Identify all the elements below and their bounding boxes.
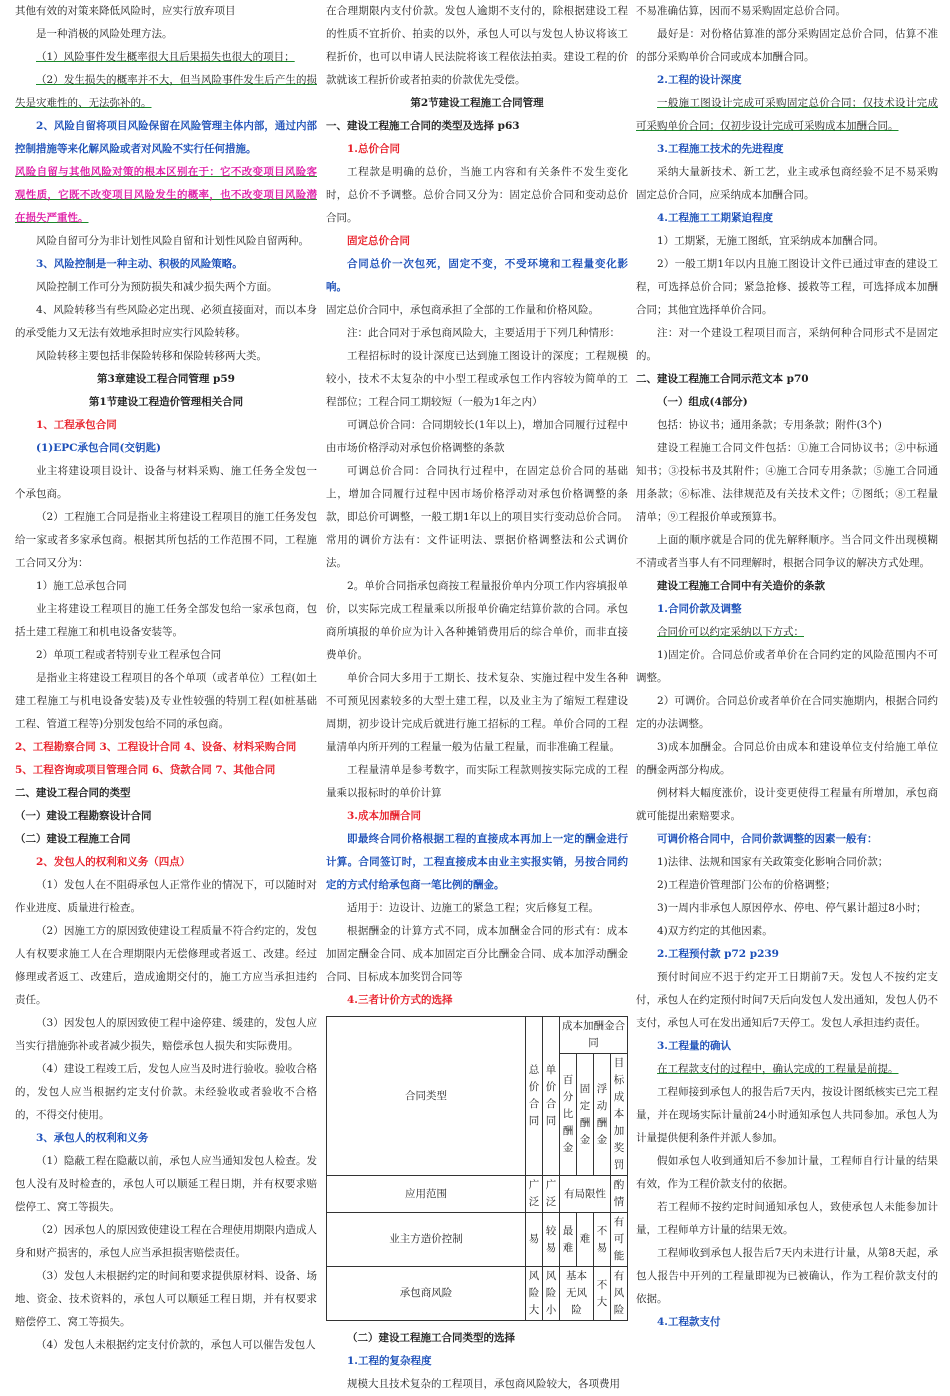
heading: 2、工程勘察合同 3、工程设计合同 4、设备、材料采购合同 [15, 741, 297, 753]
paragraph: （1）隐蔽工程在隐蔽以前，承包人应当通知发包人检查。发包人没有及时检查的，承包人可以顺延工程日期，并有权要求赔偿停工、窝工等损失。 [15, 1155, 317, 1213]
paragraph: 最好是：对份格估算准的部分采购固定总价合同，估算不准的部分采购单价合同或成本加酬合同。 [636, 28, 938, 63]
table-row [327, 1176, 628, 1213]
paragraph: 合同总价一次包死，固定不变，不受环境和工程量变化影响。 [326, 258, 628, 293]
paragraph: 合同价可以约定采纳以下方式： [657, 626, 804, 638]
paragraph: 若工程师不按约定时间通知承包人，致使承包人未能参加计量，工程师单方计量的结果无效。 [636, 1201, 938, 1236]
section-heading: 3、风险控制是一种主动、积极的风险策略。 [36, 258, 243, 270]
paragraph: （4）发包人未根据约定支付价款的，承包人可以催告发包人 [36, 1339, 316, 1351]
paragraph: 业主将建设工程项目的施工任务全部发包给一家承包商，包括土建工程施工和机电设备安装等。 [15, 603, 317, 638]
table-cell: 广泛 [543, 1176, 560, 1213]
paragraph: 3)成本加酬金。合同总价由成本和建设单位支付给施工单位的酬金两部分构成。 [636, 741, 938, 776]
table-header: 总价合同 [526, 1017, 543, 1176]
paragraph: （2）因施工方的原因致使建设工程质量不符合约定的，发包人有权要求施工人在合理期限内无偿修理或者返工、改建。经过修理或者返工、改建后，造成逾期交付的，施工方应当承担违约责任。 [15, 925, 317, 1006]
table-cell: 风险小 [543, 1267, 560, 1321]
heading: 4.工程施工工期紧迫程度 [657, 212, 773, 224]
table-header: 成本加酬金合同 [560, 1017, 628, 1054]
table-cell: 有局限性 [560, 1176, 611, 1213]
list-item: （2）发生损失的概率并不大，但当风险事件发生后产生的损失是灾难性的、无法弥补的。 [15, 74, 317, 109]
paragraph: 工程师接到承包人的报告后7天内，按设计图纸核实已完工程量，并在现场实际计量前24小时通知承包人共同参加。承包人为计量提供便利条件并派人参加。 [636, 1086, 938, 1144]
table-cell: 不易 [594, 1213, 611, 1267]
heading: 3、承包人的权利和义务 [36, 1132, 149, 1144]
paragraph: 上面的顺序就是合同的优先解释顺序。当合同文件出现模糊不清或者当事人有不同理解时，根据合同争议的解决方式处理。 [636, 534, 938, 569]
heading: （二）建设工程施工合同类型的选择 [347, 1332, 515, 1344]
paragraph: 风险控制工作可分为预防损失和减少损失两个方面。 [36, 281, 278, 293]
paragraph: 例材料大幅度涨价，设计变更使得工程量有所增加，承包商就可能提出索赔要求。 [636, 787, 938, 822]
paragraph: 规模大且技术复杂的工程项目，承包商风险较大，各项费用 [347, 1378, 620, 1390]
paragraph: 4、风险转移当有些风险必定出现、必须直接面对，而以本身的承受能力又无法有效地承担时应实行风险转移。 [15, 304, 317, 339]
paragraph: （2）工程施工合同是指业主将建设工程项目的施工任务发包给一家或者多家承包商。根据其所包括的工作范围不同，工程施工合同又分为： [15, 511, 317, 569]
list-item: 4)双方约定的其他因素。 [657, 925, 773, 937]
paragraph: 风险转移主要包括非保险转移和保险转移两大类。 [36, 350, 267, 362]
heading: 1.合同价款及调整 [657, 603, 742, 615]
chapter-title: 第3章建设工程合同管理 p59 [97, 373, 235, 385]
heading: 1.总价合同 [347, 143, 400, 155]
paragraph: 假如承包人收到通知后不参加计量，工程师自行计量的结果有效，作为工程价款支付的依据。 [636, 1155, 938, 1190]
heading: 1.工程的复杂程度 [347, 1355, 432, 1367]
heading: 3.工程量的确认 [657, 1040, 731, 1052]
table-cell: 酌情 [611, 1176, 628, 1213]
paragraph: 即最终合同价格根据工程的直接成本再加上一定的酬金进行计算。合同签订时，工程直接成本由业主实报实销，另按合同约定的方式付给承包商一笔比例的酬金。 [326, 833, 628, 891]
column-1 [15, 0, 317, 1357]
paragraph: 可调总价合同：合同执行过程中，在固定总价合同的基础上，增加合同履行过程中因市场价格浮动对承包价格调整的条款，即总价可调整，一般工期1年以上的项目实行变动总价合同。常用的调价方法有：文件证明法、票据价格调整法和公式调价法。 [326, 465, 628, 569]
table-cell: 最难 [560, 1213, 577, 1267]
table-cell: 易 [526, 1213, 543, 1267]
paragraph: 1）施工总承包合同 [36, 580, 127, 592]
section-heading: 2、风险自留将项目风险保留在风险管理主体内部，通过内部控制措施等来化解风险或者对风险不实行任何措施。 [15, 120, 317, 155]
paragraph: 是一种消极的风险处理方法。 [36, 28, 173, 40]
heading: 2.工程的设计深度 [657, 74, 742, 86]
paragraph: 在工程款支付的过程中，确认完成的工程量是前提。 [657, 1063, 899, 1075]
paragraph: 固定总价合同中，承包商承担了全部的工作量和价格风险。 [326, 304, 599, 316]
paragraph: （4）建设工程竣工后，发包人应当及时进行验收。验收合格的，发包人应当根据约定支付价款。未经验收或者验收不合格的，不得交付使用。 [15, 1063, 317, 1121]
heading: 2.工程预付款 p72 p239 [657, 948, 779, 960]
heading: 5、工程咨询或项目管理合同 6、贷款合同 7、其他合同 [15, 764, 276, 776]
paragraph: 在合理期限内支付价款。发包人逾期不支付的，除根据建设工程的性质不宜折价、拍卖的以外，承包人可以与发包人协议将该工程折价，也可以申请人民法院将该工程依法拍卖。建设工程的价款就该工程折价或者拍卖的价款优先受偿。 [326, 5, 628, 86]
heading: 4.三者计价方式的选择 [347, 994, 453, 1006]
table-cell: 应用范围 [327, 1176, 526, 1213]
paragraph: 业主将建设项目设计、设备与材料采购、施工任务全发包一个承包商。 [15, 465, 317, 500]
paragraph: （1）发包人在不阻碍承包人正常作业的情况下，可以随时对作业进度、质量进行检查。 [15, 879, 317, 914]
paragraph: 工程款是明确的总价，当施工内容和有关条件不发生变化时，总价不予调整。总价合同又分为：固定总价合同和变动总价合同。 [326, 166, 628, 224]
section-title: 第2节建设工程施工合同管理 [410, 97, 544, 109]
table-cell: 风险大 [526, 1267, 543, 1321]
heading: 1、工程承包合同 [36, 419, 117, 431]
section-title: 第1节建设工程造价管理相关合同 [88, 396, 244, 408]
paragraph: （3）因发包人的原因致使工程中途停建、缓建的，发包人应当实行措施弥补或者减少损失，赔偿承包人损失和实际费用。 [15, 1017, 317, 1052]
table-cell: 承包商风险 [327, 1267, 526, 1321]
table-cell: 业主方造价控制 [327, 1213, 526, 1267]
table-header: 合同类型 [327, 1017, 526, 1176]
paragraph: 预付时间应不迟于约定开工日期前7天。发包人不按约定支付，承包人在约定预付时间7天后向发包人发出通知，发包人仍不支付，承包人可在发出通知后7天停工。发包人承担违约责任。 [636, 971, 938, 1029]
heading: 可调价格合同中，合同价款调整的因素一般有： [657, 833, 878, 845]
column-2 [326, 0, 628, 1396]
paragraph: 注：此合同对于承包商风险大，主要适用于下列几种情形： [347, 327, 620, 339]
table-header: 固定酬金 [577, 1054, 594, 1176]
paragraph: 2）可调价。合同总价或者单价在合同实施期内，根据合同约定的办法调整。 [636, 695, 938, 730]
heading: 建设工程施工合同中有关造价的条款 [657, 580, 825, 592]
heading: 二、建设工程施工合同示范文本 p70 [636, 373, 809, 385]
list-item: （1）风险事件发生概率很大且后果损失也很大的项目； [36, 51, 295, 63]
table-row [327, 1267, 628, 1321]
heading: 3.成本加酬合同 [347, 810, 421, 822]
table-header: 目标成本加奖罚 [611, 1054, 628, 1176]
paragraph: 工程师收到承包人报告后7天内未进行计量，从第8天起，承包人报告中开列的工程量即视为已被确认，作为工程价款支付的依据。 [636, 1247, 938, 1305]
column-3 [636, 0, 938, 1334]
paragraph: 1)固定价。合同总价或者单价在合同约定的风险范围内不可调整。 [636, 649, 938, 684]
heading: 3.工程施工技术的先进程度 [657, 143, 784, 155]
table-cell: 难 [577, 1213, 594, 1267]
paragraph: 可调总价合同：合同期较长(1年以上)，增加合同履行过程中由市场价格浮动对承包价格调整的条款 [326, 419, 628, 454]
paragraph: 是指业主将建设工程项目的各个单项（或者单位）工程(如土建工程施工与机电设备安装)及专业性较强的特别工程(如桩基础工程、管道工程等)分别发包给不同的承包商。 [15, 672, 317, 730]
heading: 2、发包人的权利和义务（四点） [36, 856, 191, 868]
heading: 一、建设工程施工合同的类型及选择 p63 [326, 120, 520, 132]
table-row [327, 1213, 628, 1267]
paragraph: 适用于：边设计、边施工的紧急工程；灾后修复工程。 [347, 902, 599, 914]
paragraph: 单价合同大多用于工期长、技术复杂、实施过程中发生各种不可预见因素较多的大型土建工程，以及业主为了缩短工程建设周期，初步设计完成后就进行施工招标的工程。单价合同的工程量清单内所开列的工程量一般为估量工程量，而非准确工程量。 [326, 672, 628, 753]
paragraph: 风险自留可分为非计划性风险自留和计划性风险自留两种。 [36, 235, 309, 247]
paragraph: 风险自留与其他风险对策的根本区别在于：它不改变项目风险客观性质，它既不改变项目风险发生的概率，也不改变项目风险潜在损失严重性。 [15, 166, 317, 224]
table-cell: 较易 [543, 1213, 560, 1267]
table-cell: 基本无风险 [560, 1267, 594, 1321]
paragraph: 包括：协议书；通用条款；专用条款；附件(3个) [657, 419, 882, 431]
paragraph: 其他有效的对策来降低风险时，应实行放弃项目 [15, 5, 236, 17]
table-cell: 不大 [594, 1267, 611, 1321]
comparison-table [326, 1016, 628, 1321]
table-header: 单价合同 [543, 1017, 560, 1176]
paragraph: 工程招标时的设计深度已达到施工图设计的深度；工程规模较小，技术不太复杂的中小型工程或承包工作内容较为简单的工程部位；工程合同工期较短（一般为1年之内） [326, 350, 628, 408]
paragraph: 2）一般工期1年以内且施工图设计文件已通过审查的建设工程，可选择总价合同；紧急抢修、援救等工程，可选择成本加酬合同；其他宜选择单价合同。 [636, 258, 938, 316]
heading: 二、建设工程合同的类型 [15, 787, 131, 799]
paragraph: 不易准确估算，因而不易采购固定总价合同。 [636, 5, 846, 17]
list-item: 2)工程造价管理部门公布的价格调整； [657, 879, 836, 891]
heading: 固定总价合同 [347, 235, 410, 247]
paragraph: 1）工期紧，无施工图纸，宜采纳成本加酬合同。 [657, 235, 885, 247]
paragraph: 根据酬金的计算方式不同，成本加酬金合同的形式有：成本加固定酬金合同、成本加固定百分比酬金合同、成本加浮动酬金合同、目标成本加奖罚合同等 [326, 925, 628, 983]
heading: (1)EPC承包合同(交钥匙) [36, 442, 161, 454]
heading: （一）组成(4部分) [657, 396, 748, 408]
paragraph: 工程量清单是参考数字，而实际工程款则按实际完成的工程量乘以报标时的单价计算 [326, 764, 628, 799]
list-item: 1)法律、法规和国家有关政策变化影响合同价款； [657, 856, 889, 868]
table-cell: 有风险 [611, 1267, 628, 1321]
paragraph: 2。单价合同指承包商按工程量报价单内分项工作内容填报单价，以实际完成工程量乘以所报单价确定结算价款的合同。承包商所填报的单价应为计入各种摊销费用后的综合单价，而非直接费单价。 [326, 580, 628, 661]
heading: （二）建设工程施工合同 [15, 833, 131, 845]
paragraph: 建设工程施工合同文件包括：①施工合同协议书；②中标通知书；③投标书及其附件；④施工合同专用条款；⑤施工合同通用条款；⑥标准、法律规范及有关技术文件；⑦图纸；⑧工程量清单；⑨工程报价单或预算书。 [636, 442, 938, 523]
paragraph: 一般施工图设计完成可采购固定总价合同；仅技术设计完成可采购单价合同；仅初步设计完成可采购成本加酬合同。 [636, 97, 938, 132]
paragraph: 采纳大量新技术、新工艺，业主或承包商经验不足不易采购固定总价合同，应采纳成本加酬合同。 [636, 166, 938, 201]
paragraph: （2）因承包人的原因致使建设工程在合理使用期限内造成人身和财产损害的，承包人应当承担损害赔偿责任。 [15, 1224, 317, 1259]
heading: 4.工程款支付 [657, 1316, 721, 1328]
heading: （一）建设工程勘察设计合同 [15, 810, 152, 822]
table-cell: 广泛 [526, 1176, 543, 1213]
paragraph: 2）单项工程或者特别专业工程承包合同 [36, 649, 222, 661]
paragraph: （3）发包人未根据约定的时间和要求提供原材料、设备、场地、资金、技术资料的，承包人可以顺延工程日期，并有权要求赔偿停工、窝工等损失。 [15, 1270, 317, 1328]
table-header: 浮动酬金 [594, 1054, 611, 1176]
paragraph: 注：对一个建设工程项目而言，采纳何种合同形式不是固定的。 [636, 327, 938, 362]
list-item: 3)一周内非承包人原因停水、停电、停气累计超过8小时； [657, 902, 927, 914]
table-cell: 有可能 [611, 1213, 628, 1267]
table-header: 百分比酬金 [560, 1054, 577, 1176]
